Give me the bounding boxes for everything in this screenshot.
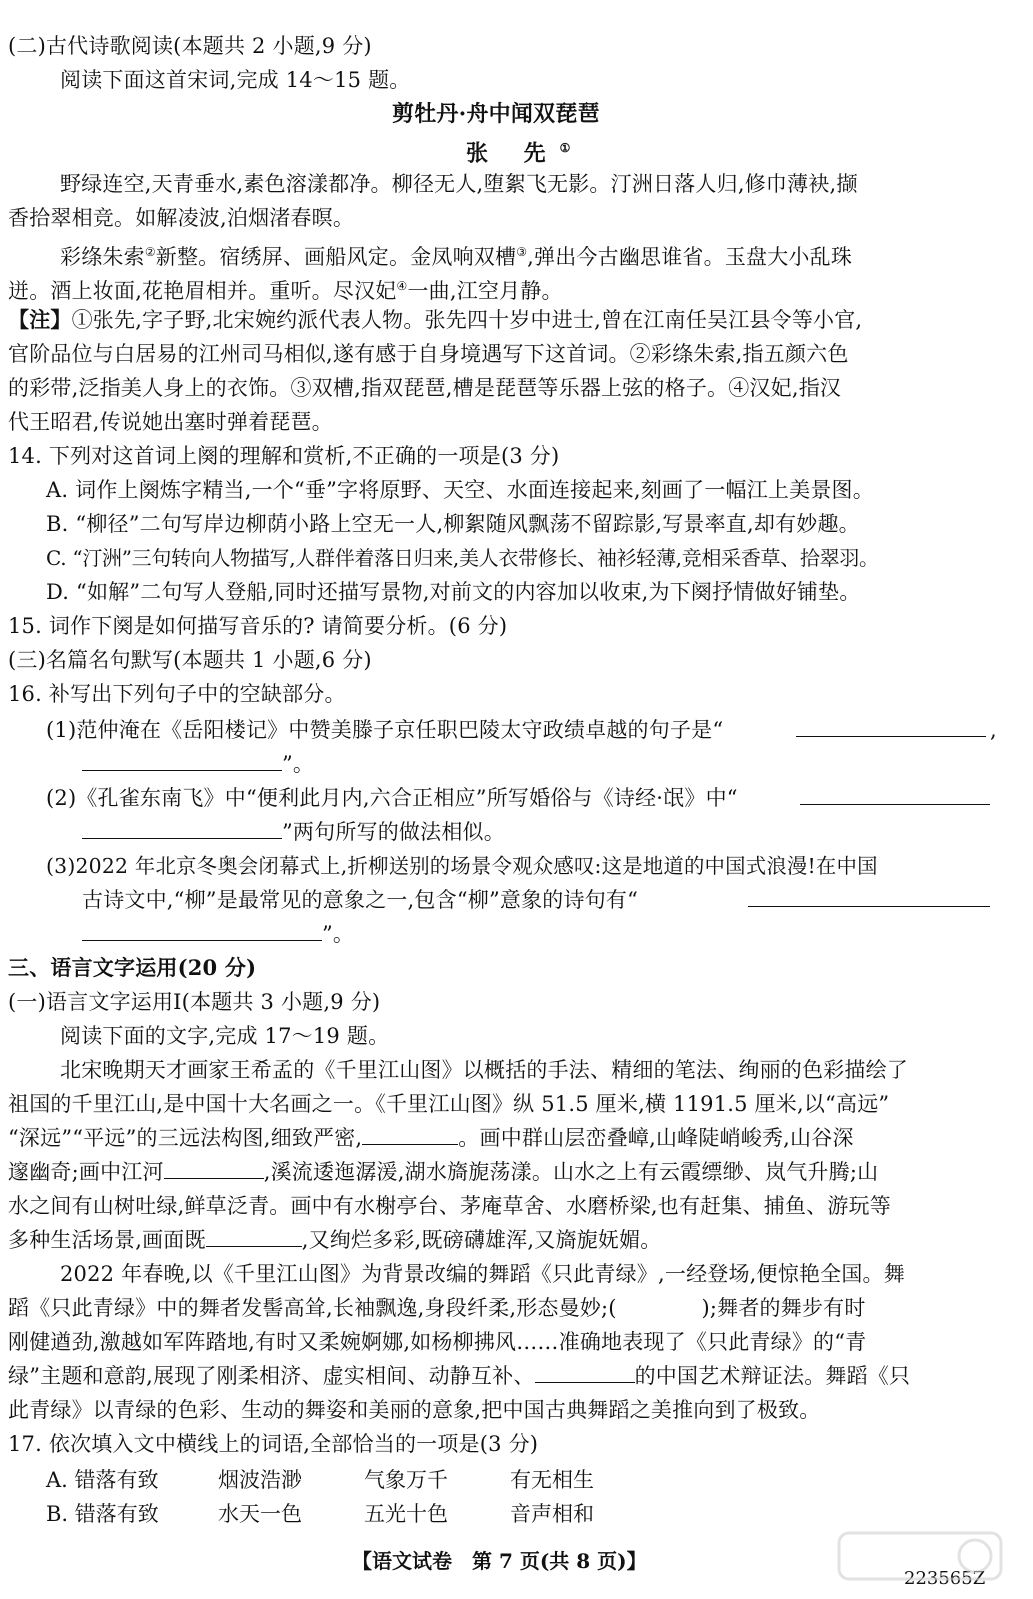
section-header: (二)古代诗歌阅读(本题共 2 小题,9 分) — [8, 34, 372, 58]
passage-line — [8, 1226, 662, 1254]
text-span: 邃幽奇;画中江河 — [8, 1160, 164, 1184]
q16-item-2 — [46, 784, 738, 812]
section-header: (三)名篇名句默写(本题共 1 小题,6 分) — [8, 648, 372, 672]
answer-blank[interactable] — [535, 1362, 635, 1383]
text-span: (2)《孔雀东南飞》中“便利此月内,六合正相应”所写婚俗与《诗经·氓》中“ — [46, 786, 738, 810]
note-line: 的彩带,泛指美人身上的衣饰。③双槽,指双琵琶,槽是琵琶等乐器上弦的格子。④汉妃,指汉 — [8, 376, 842, 400]
note-label: 【注】 — [8, 307, 72, 332]
answer-blank[interactable] — [800, 784, 990, 812]
text-span: 绿”主题和意韵,展现了刚柔相济、虚实相间、动静互补、 — [8, 1364, 535, 1388]
passage-line: 水之间有山树吐绿,鲜草泛青。画中有水榭亭台、茅庵草舍、水磨桥梁,也有赶集、捕鱼、游玩等 — [8, 1194, 891, 1218]
passage-line: 祖国的千里江山,是中国十大名画之一。《千里江山图》纵 51.5 厘米,横 1191.5 厘米,以“高远” — [8, 1092, 890, 1116]
text-span: 迸。酒上妆面,花艳眉相并。重听。尽汉妃 — [8, 279, 397, 303]
option-a-word-2: 烟波浩渺 — [218, 1468, 302, 1492]
passage-line: 蹈《只此青绿》中的舞者发髻高耸,长袖飘逸,身段纤柔,形态曼妙;( );舞者的舞步有时 — [8, 1296, 866, 1320]
watermark-logo — [835, 1527, 1005, 1585]
text-span: “深远”“平远”的三远法构图,细致严密, — [8, 1126, 363, 1150]
part-header: 三、语言文字运用(20 分) — [8, 955, 257, 980]
text-span: ”。 — [322, 922, 355, 946]
passage-line — [8, 1158, 878, 1186]
option-b-word-2: 水天一色 — [218, 1502, 302, 1526]
answer-blank[interactable] — [82, 750, 314, 778]
q16-item-1 — [46, 716, 723, 744]
option-a-word-4: 有无相生 — [510, 1468, 594, 1492]
passage-line — [8, 1124, 854, 1152]
text-span: ,又绚烂多彩,既磅礴雄浑,又旖旎妩媚。 — [301, 1228, 662, 1252]
text-span: ,溪流逶迤潺湲,湖水旖旎荡漾。山水之上有云霞缥缈、岚气升腾;山 — [263, 1160, 879, 1184]
exam-code: 223565Z — [904, 1568, 986, 1589]
text-span: 新整。宿绣屏、画船风定。金凤响双槽 — [155, 245, 517, 269]
text-span: 。画中群山层峦叠嶂,山峰陡峭峻秀,山谷深 — [458, 1126, 854, 1150]
passage-line — [8, 1362, 910, 1390]
poem-author — [466, 134, 584, 167]
option-b-word-3: 五光十色 — [364, 1502, 448, 1526]
passage-line: 北宋晚期天才画家王希孟的《千里江山图》以概括的手法、精细的笔法、绚丽的色彩描绘了 — [60, 1058, 908, 1082]
answer-blank[interactable] — [164, 1158, 264, 1179]
option-b-word-4: 音声相和 — [510, 1502, 594, 1526]
text-span: ,弹出今古幽思谁省。玉盘大小乱珠 — [527, 245, 853, 269]
poem-line — [60, 238, 852, 271]
answer-blank[interactable] — [82, 920, 354, 948]
poem-title: 剪牡丹·舟中闻双琵琶 — [392, 101, 600, 127]
instruction: 阅读下面的文字,完成 17～19 题。 — [60, 1024, 390, 1048]
option-b-word-1: B. 错落有致 — [46, 1502, 159, 1526]
passage-line: 此青绿》以青绿的色彩、生动的舞姿和美丽的意象,把中国古典舞蹈之美推向到了极致。 — [8, 1398, 821, 1422]
q16-item-3: (3)2022 年北京冬奥会闭幕式上,折柳送别的场景令观众感叹:这是地道的中国式浪漫!在中国 — [46, 854, 878, 878]
text-span: 古诗文中,“柳”是最常见的意象之一,包含“柳”意象的诗句有“ — [82, 888, 639, 912]
note-mark: ③ — [516, 245, 528, 259]
passage-line: 2022 年春晚,以《千里江山图》为背景改编的舞蹈《只此青绿》,一经登场,便惊艳全国。舞 — [60, 1262, 905, 1286]
poem-line: 香拾翠相竞。如解凌波,泊烟渚春暝。 — [8, 206, 355, 230]
text-span: ①张先,字子野,北宋婉约派代表人物。张先四十岁中进士,曾在江南任吴江县令等小官, — [71, 308, 863, 332]
answer-blank[interactable] — [206, 1226, 302, 1247]
note-line: 代王昭君,传说她出塞时弹着琵琶。 — [8, 410, 333, 434]
text-span: ”。 — [282, 752, 315, 776]
text-span: (1)范仲淹在《岳阳楼记》中赞美滕子京任职巴陵太守政绩卓越的句子是“ — [46, 718, 724, 742]
q16-item-3-cont — [82, 886, 638, 914]
poem-line — [8, 272, 563, 305]
note-line: 官阶品位与白居易的江州司马相似,遂有感于自身境遇写下这首词。②彩绦朱索,指五颜六色 — [8, 342, 849, 366]
answer-blank[interactable] — [362, 1124, 458, 1145]
page-footer: 【语文试卷 第 7 页(共 8 页)】 — [352, 1549, 647, 1573]
option-c: C. “汀洲”三句转向人物描写,人群伴着落日归来,美人衣带修长、袖衫轻薄,竞相采香草、拾翠羽。 — [46, 546, 879, 570]
author-name: 张 先 — [466, 140, 560, 167]
note-mark: ② — [144, 245, 156, 259]
option-d: D. “如解”二句写人登船,同时还描写景物,对前文的内容加以收束,为下阕抒情做好铺垫。 — [46, 580, 861, 604]
answer-blank[interactable] — [748, 886, 990, 914]
section-header: (一)语言文字运用Ⅰ(本题共 3 小题,9 分) — [8, 990, 381, 1014]
author-note-mark: ① — [559, 141, 585, 155]
option-a-word-1: A. 错落有致 — [46, 1468, 159, 1492]
instruction: 阅读下面这首宋词,完成 14～15 题。 — [60, 68, 411, 92]
text-span: ”两句所写的做法相似。 — [282, 820, 505, 844]
text-span: 多种生活场景,画面既 — [8, 1228, 206, 1252]
text-span: 的中国艺术辩证法。舞蹈《只 — [634, 1364, 911, 1388]
question-16: 16. 补写出下列句子中的空缺部分。 — [8, 682, 346, 706]
passage-line: 刚健遒劲,激越如军阵踏地,有时又柔婉婀娜,如杨柳拂风……准确地表现了《只此青绿》的“青 — [8, 1330, 867, 1354]
answer-blank[interactable] — [796, 716, 986, 744]
question-17: 17. 依次填入文中横线上的词语,全部恰当的一项是(3 分) — [8, 1432, 539, 1456]
option-a-word-3: 气象万千 — [364, 1468, 448, 1492]
question-15: 15. 词作下阕是如何描写音乐的? 请简要分析。(6 分) — [8, 614, 508, 638]
answer-blank[interactable] — [82, 818, 505, 846]
question-14: 14. 下列对这首词上阕的理解和赏析,不正确的一项是(3 分) — [8, 444, 560, 468]
note-mark: ④ — [396, 279, 408, 293]
comma: , — [990, 718, 997, 742]
option-a: A. 词作上阕炼字精当,一个“垂”字将原野、天空、水面连接起来,刻画了一幅江上美景图。 — [46, 478, 874, 502]
option-b: B. “柳径”二句写岸边柳荫小路上空无一人,柳絮随风飘荡不留踪影,写景率直,却有妙趣。 — [46, 512, 860, 536]
text-span: 一曲,江空月静。 — [407, 279, 563, 303]
note-line — [8, 306, 862, 334]
text-span: 彩绦朱索 — [60, 245, 145, 269]
poem-line: 野绿连空,天青垂水,素色溶漾都净。柳径无人,堕絮飞无影。汀洲日落人归,修巾薄袂,撷 — [60, 172, 858, 196]
